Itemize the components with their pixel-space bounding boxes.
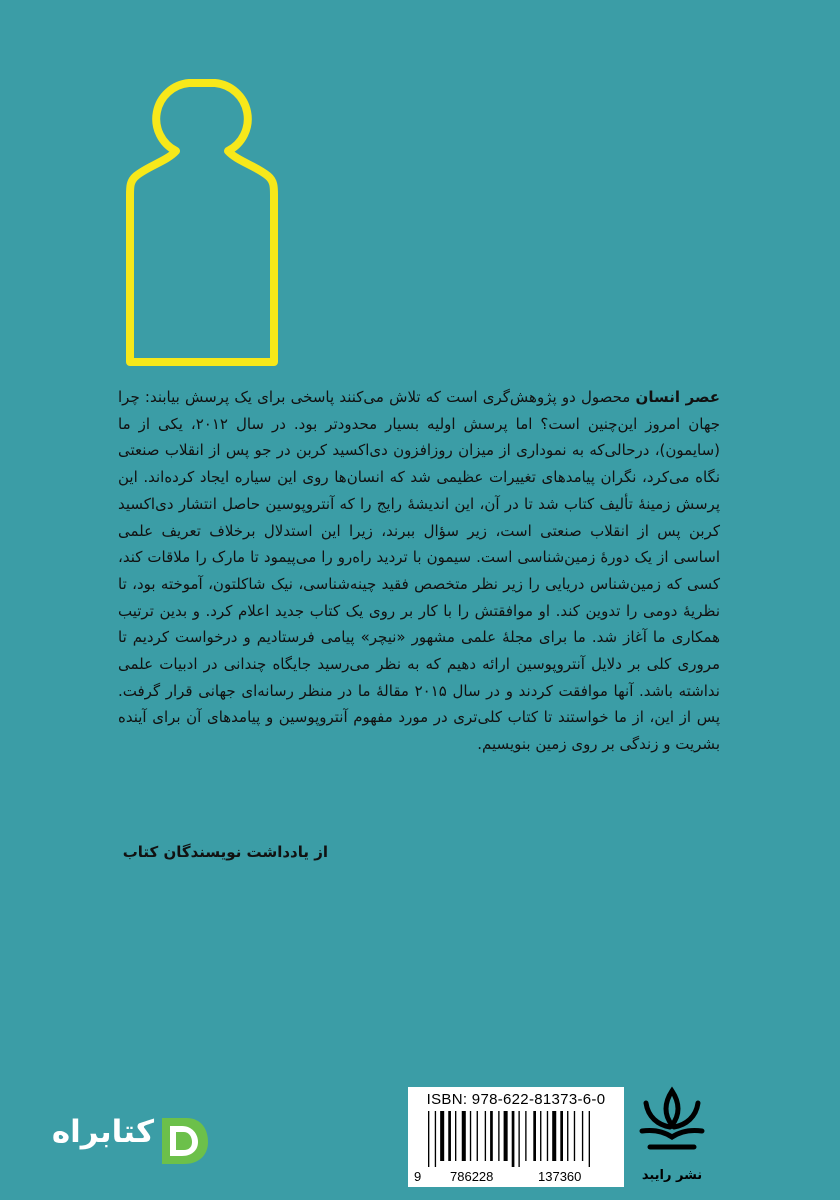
- book-title-phrase: عصر انسان: [635, 388, 720, 406]
- barcode-prefix-digit: 9: [414, 1169, 422, 1184]
- isbn-number: ISBN: 978-622-81373-6-0: [426, 1091, 606, 1108]
- ketabrah-watermark: [38, 1110, 216, 1170]
- barcode-digits-left: 786228: [450, 1169, 494, 1184]
- publisher-logo: [636, 1085, 708, 1187]
- barcode-digits-right: 137360: [538, 1169, 582, 1184]
- publisher-lotus-icon: [636, 1085, 708, 1163]
- barcode-bars: [428, 1111, 604, 1167]
- blurb-attribution: از یادداشت نویسندگان کتاب: [122, 843, 328, 861]
- back-cover-blurb: [118, 384, 720, 758]
- blurb-text: محصول دو پژوهش‌گری است که تلاش می‌کنند پاسخی برای یک پرسش بیابند: چرا جهان امروز این‌چنین است؟ اما پرسش اولیه بسیار محدودتر بود. در سال ۲۰۱۲، یکی از ما (سایمون)، درحالی‌که به نموداری از میزان روزافزون دی‌اکسید کربن در جو پس از انقلاب صنعتی نگاه می‌کرد، نگران پیامدهای تغییرات عظیمی شد که انسان‌ها روی این سیاره ایجاد کرده‌اند. این پرسش زمینهٔ تألیف کتاب شد تا در آن، این اندیشهٔ رایج را که آنتروپوسین حاصل انتشار دی‌اکسید کربن پس از انقلاب صنعتی است، زیر سؤال ببرند، زیرا این استدلال برخلاف تعریف علمی اساسی از یک دورهٔ زمین‌شناسی است. سیمون با تردید راه‌رو را می‌پیمود تا مارک را ملاقات کند، کسی که زمین‌شناس دریایی را زیر نظر متخصص فقید چینه‌شناسی، نیک شاکلتون، آموخته بود، تا نظریهٔ دومی را تدوین کند. او موافقتش را با کار بر روی یک کتاب جدید اعلام کرد. و بدین ترتیب همکاری ما آغاز شد. ما برای مجلهٔ علمی مشهور «نیچر» پیامی فرستادیم و درخواست کردیم تا مروری کلی بر دلایل آنتروپوسین ارائه دهیم که به نظر می‌رسید جایگاه چندانی در ادبیات علمی نداشته باشد. آنها موافقت کردند و در سال ۲۰۱۵ مقالهٔ ما در منظر رسانه‌ای جهانی قرار گرفت. پس از این، از ما خواستند تا کتاب کلی‌تری در مورد مفهوم آنتروپوسین و پیامدهای آن برای آینده بشریت و زندگی بر روی زمین بنویسیم.: [118, 388, 721, 754]
- person-silhouette-icon: [122, 65, 282, 370]
- ketabrah-wordmark: کتابراه: [51, 1114, 154, 1150]
- publisher-name: نشر رایبد: [641, 1168, 703, 1183]
- isbn-barcode: [408, 1087, 624, 1187]
- ketabrah-book-icon: [156, 1110, 214, 1168]
